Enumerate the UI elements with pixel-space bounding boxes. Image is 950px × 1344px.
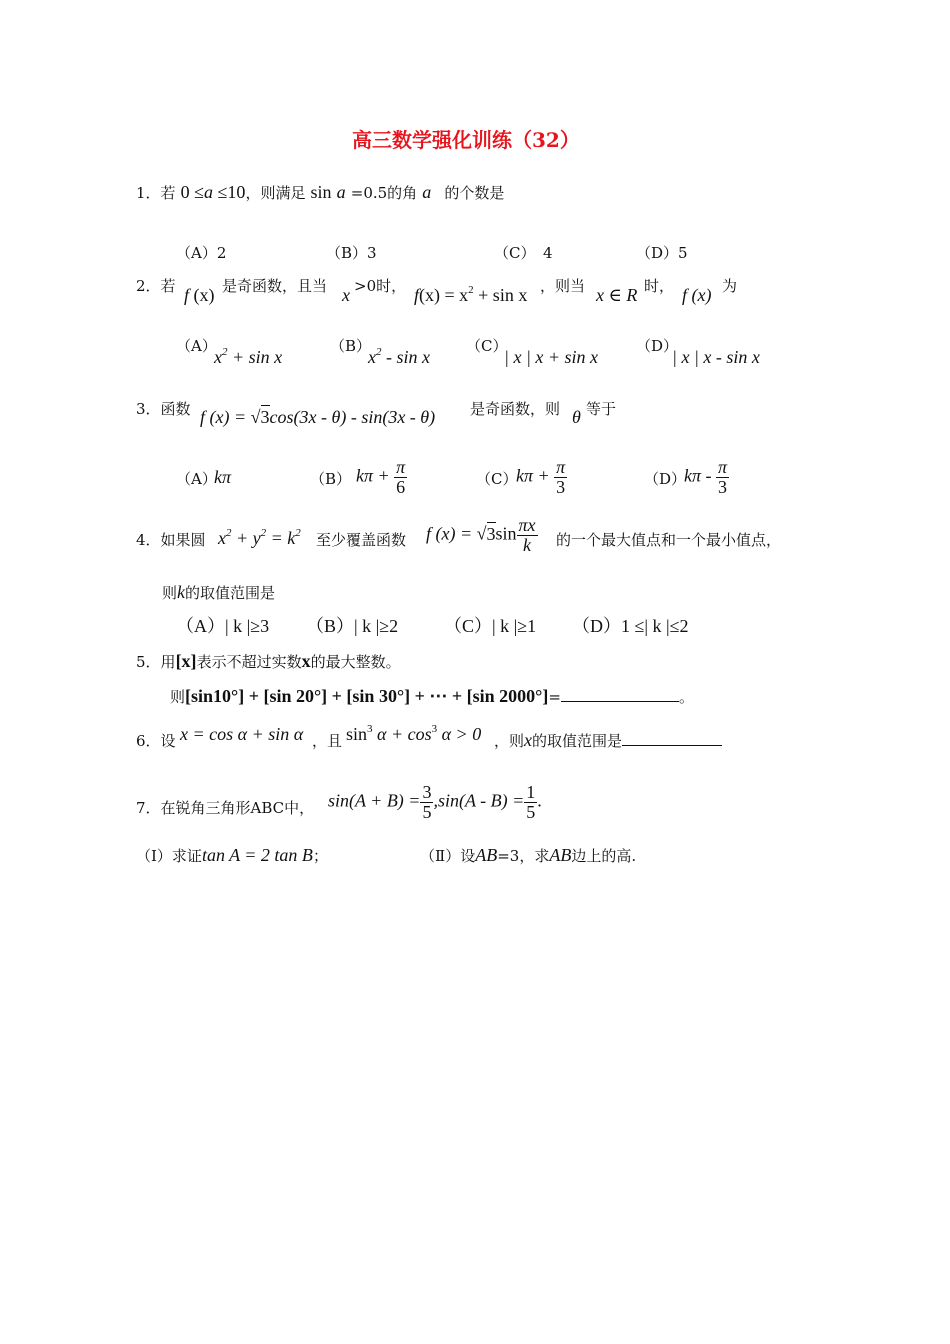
q3-option-c	[516, 458, 567, 497]
text: 在锐角三角形ABC中，	[160, 799, 315, 817]
math: .	[537, 790, 542, 811]
math: 2	[222, 346, 228, 358]
math: a	[336, 182, 346, 202]
question-number: 2．	[136, 277, 161, 295]
q2-option-a	[214, 347, 282, 368]
math: x	[524, 730, 533, 750]
math: 2	[295, 527, 301, 539]
text: >0时，	[354, 277, 407, 295]
question-4	[136, 529, 206, 550]
math: x ∈ R	[596, 285, 638, 305]
question-number: 5．	[136, 653, 161, 671]
math: θ	[572, 407, 581, 427]
math: x	[368, 347, 376, 367]
math: f (x)	[682, 285, 712, 305]
math: f (x) =	[426, 523, 477, 544]
text: =	[548, 688, 561, 706]
math: sin	[346, 724, 368, 744]
text: 的取值范围是	[185, 584, 276, 602]
q3-option-b	[356, 458, 407, 497]
math: 2	[226, 527, 232, 539]
question-1	[136, 182, 504, 203]
math: 3	[260, 407, 270, 427]
math: 3	[431, 723, 438, 735]
q2-option-b	[368, 347, 430, 368]
math: (x) = x	[419, 285, 469, 305]
q2-option-d-label: （D）	[636, 337, 679, 355]
q3-option-a-label: （A）	[176, 470, 217, 488]
q4-option-d: （D）1 ≤| k |≤2	[572, 616, 689, 636]
text: 为	[722, 277, 738, 295]
text: 表示不超过实数	[196, 653, 302, 671]
fraction-numerator: π	[718, 457, 728, 477]
math: sin(A + B) =	[328, 790, 421, 811]
q1-option-a: （A）2	[176, 244, 227, 262]
text: =0.5的角	[350, 184, 418, 202]
page-title: 高三数学强化训练（32）	[352, 128, 580, 152]
math	[414, 285, 527, 306]
q4-circle-equation	[218, 528, 301, 549]
q2-option-c: | x | x + sin x	[504, 347, 599, 367]
text: ，则当	[540, 277, 586, 295]
question-number: 1．	[136, 184, 161, 202]
math: 2	[260, 527, 267, 539]
math: [x]	[175, 651, 197, 671]
q3-equation: f (x) = √3cos(3x - θ) - sin(3x - θ)	[200, 407, 436, 427]
fraction-denominator: 6	[396, 476, 406, 497]
q1-option-d: （D）5	[636, 244, 688, 262]
text: 等于	[586, 400, 617, 418]
math: 0 ≤	[180, 182, 205, 202]
math: - sin x	[381, 347, 430, 367]
math: kπ +	[356, 465, 390, 486]
text: =3，求	[497, 847, 550, 865]
math: f	[184, 285, 190, 305]
q2-option-b-label: （B）	[330, 337, 372, 355]
q1-option-b: （B）3	[326, 244, 377, 262]
text: 则	[170, 688, 186, 706]
question-number: 3．	[136, 400, 161, 418]
q4-line2	[162, 582, 275, 603]
text: 是奇函数，则	[470, 400, 561, 418]
q2-option-c-label: （C）	[466, 337, 508, 355]
math: AB	[549, 845, 572, 865]
math: f	[414, 285, 420, 305]
math: sin	[495, 523, 517, 544]
math: a	[422, 182, 432, 202]
q4-option-b: （B）| k |≥2	[306, 616, 399, 636]
question-2	[136, 275, 176, 296]
q6-tail	[494, 730, 722, 751]
q3-option-b-label: （B）	[310, 470, 352, 488]
text: 若	[160, 277, 176, 295]
fraction-denominator: 5	[526, 801, 536, 822]
text: 如果圆	[160, 531, 206, 549]
q2-option-d: | x | x - sin x	[672, 347, 760, 367]
text: 。	[678, 688, 694, 706]
math: 3	[367, 723, 373, 735]
q6-equation: x = cos α + sin α	[180, 724, 304, 744]
q3-option-d-label: （D）	[644, 470, 687, 488]
fraction-numerator: 1	[526, 782, 536, 802]
math: k	[177, 582, 186, 602]
fraction-denominator: 3	[556, 476, 566, 497]
math: ≤10	[213, 182, 246, 202]
text: 的个数是	[444, 184, 505, 202]
q4-option-c: （C）| k |≥1	[444, 616, 537, 636]
q4-option-a: （A）| k |≥3	[176, 616, 270, 636]
text: （Ⅰ）求证	[136, 847, 202, 865]
question-number: 4．	[136, 531, 161, 549]
math: 2	[376, 346, 382, 358]
math: + sin x	[227, 347, 283, 367]
math: f (x) =	[200, 407, 251, 427]
text: 是奇函数，且当	[222, 277, 328, 295]
math: kπ +	[516, 465, 550, 486]
math: = k	[266, 528, 296, 548]
math: α + cos	[372, 724, 432, 744]
question-3	[136, 398, 191, 419]
fraction-denominator: 5	[422, 801, 432, 822]
text: 若	[160, 184, 176, 202]
q1-option-c: （C） 4	[494, 244, 553, 262]
q3-option-d	[684, 458, 729, 497]
text: （Ⅱ）设	[420, 847, 476, 865]
math: AB	[475, 845, 498, 865]
fraction-numerator: πx	[518, 515, 536, 535]
question-5	[136, 651, 401, 672]
math: [sin10°] + [sin 20°] + [sin 30°] + ⋯ + [sin 2000°]	[185, 686, 549, 706]
text: ，且	[312, 732, 343, 750]
q6-inequality	[346, 724, 481, 745]
answer-blank[interactable]	[561, 701, 679, 702]
math: a	[204, 182, 214, 202]
text: 的取值范围是	[532, 732, 623, 750]
text: 用	[160, 653, 176, 671]
text: 边上的高.	[571, 847, 637, 865]
question-6	[136, 730, 176, 751]
math: x	[342, 285, 350, 305]
q3-option-a: kπ	[214, 467, 232, 487]
math: + y	[231, 528, 261, 548]
text: 设	[160, 732, 176, 750]
fraction-denominator: 3	[718, 476, 728, 497]
text: 函数	[160, 400, 191, 418]
math: 2	[468, 284, 474, 296]
q7-part-1	[136, 845, 328, 866]
math: x	[214, 347, 222, 367]
math: (x)	[193, 285, 215, 305]
text: 的一个最大值点和一个最小值点，	[556, 531, 782, 549]
text: ，则满足	[245, 184, 306, 202]
math	[184, 285, 215, 306]
math: cos(3x - θ) - sin(3x - θ)	[269, 407, 436, 427]
text: ；	[312, 847, 328, 865]
question-number: 7．	[136, 799, 161, 817]
math: 3	[486, 523, 496, 544]
math: sin	[310, 182, 332, 202]
math: ,sin(A - B) =	[433, 790, 525, 811]
text: 至少覆盖函数	[316, 531, 407, 549]
fraction-denominator: k	[523, 534, 532, 555]
q4-function: f (x) = √3sin $\frac{\pi x}{k}$	[426, 515, 536, 555]
text: 时，	[644, 277, 675, 295]
q7-equation	[328, 783, 542, 822]
math: kπ -	[684, 465, 712, 486]
question-7	[136, 797, 314, 818]
fraction-numerator: π	[396, 457, 406, 477]
q3-option-c-label: （C）	[476, 470, 518, 488]
math: + sin x	[473, 285, 528, 305]
text: 则	[162, 584, 178, 602]
math: α > 0	[437, 724, 482, 744]
q2-option-a-label: （A）	[176, 337, 217, 355]
fraction-numerator: 3	[422, 782, 432, 802]
math: tan A = 2 tan B	[201, 845, 313, 865]
text: ，则	[494, 732, 525, 750]
math: x	[301, 651, 311, 671]
fraction-numerator: π	[556, 457, 566, 477]
q7-part-2	[420, 845, 636, 866]
question-number: 6．	[136, 732, 161, 750]
math: x	[218, 528, 226, 548]
text: 的最大整数。	[310, 653, 401, 671]
q5-expression	[170, 686, 694, 707]
answer-blank[interactable]	[622, 745, 722, 746]
